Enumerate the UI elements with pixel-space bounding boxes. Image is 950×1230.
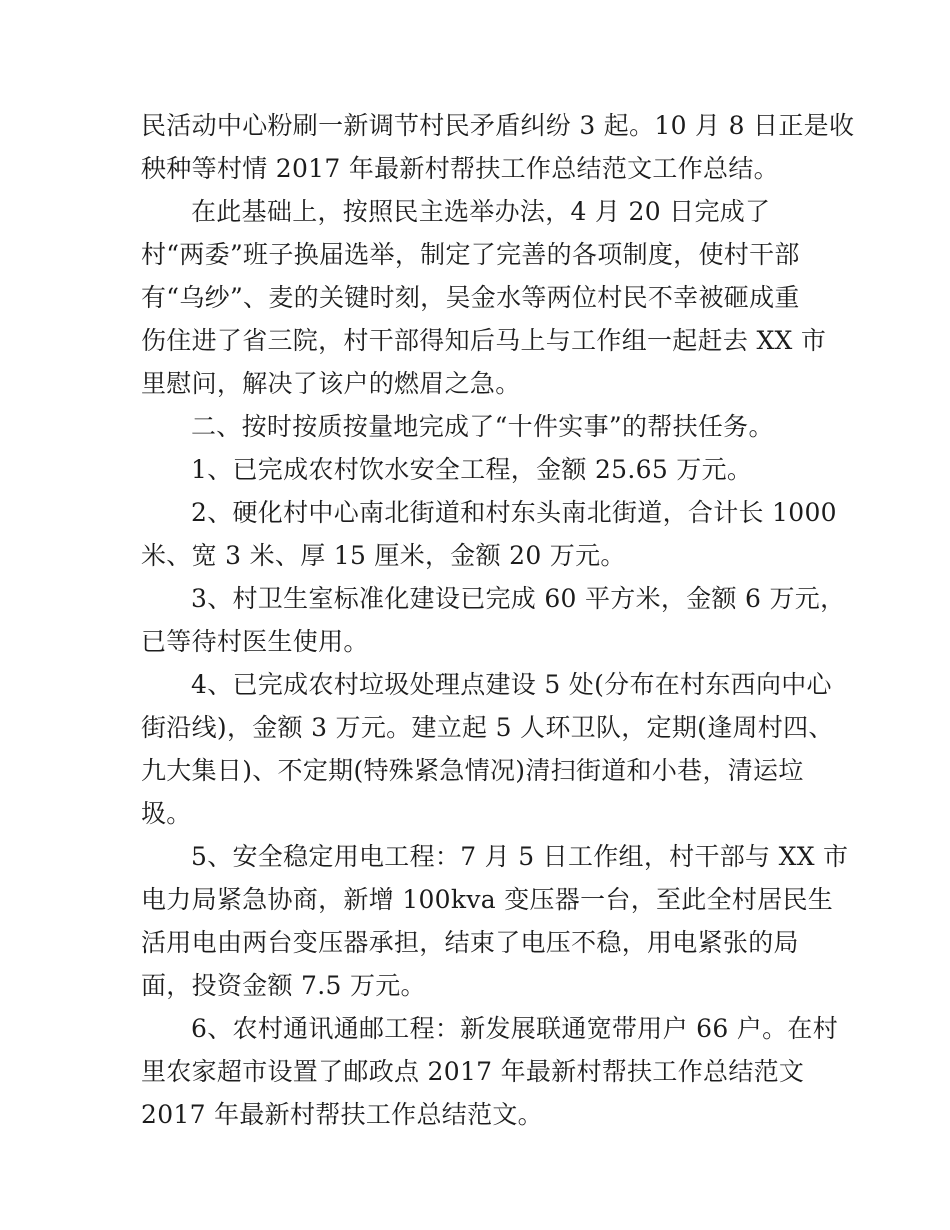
text-line: 二、按时按质按量地完成了“十件实事”的帮扶任务。 xyxy=(191,412,774,441)
text-line: 村“两委”班子换届选举，制定了完善的各项制度，使村干部 xyxy=(141,240,800,269)
text-line: 米、宽 3 米、厚 15 厘米，金额 20 万元。 xyxy=(141,541,626,570)
text-line: 电力局紧急协商，新增 100kva 变压器一台，至此全村居民生 xyxy=(141,885,834,914)
text-line: 4、已完成农村垃圾处理点建设 5 处(分布在村东西向中心 xyxy=(191,670,832,699)
document-body xyxy=(141,104,855,1136)
text-line: 面，投资金额 7.5 万元。 xyxy=(141,971,426,1000)
text-line: 2、硬化村中心南北街道和村东头南北街道，合计长 1000 xyxy=(191,498,837,527)
text-line: 已等待村医生使用。 xyxy=(141,627,369,656)
text-line: 有“乌纱”、麦的关键时刻，吴金水等两位村民不幸被砸成重 xyxy=(141,283,800,312)
text-line: 活用电由两台变压器承担，结束了电压不稳，用电紧张的局 xyxy=(141,928,799,957)
text-line: 6、农村通讯通邮工程：新发展联通宽带用户 66 户。在村 xyxy=(191,1014,839,1043)
text-line: 在此基础上，按照民主选举办法，4 月 20 日完成了 xyxy=(191,197,771,226)
text-line: 2017 年最新村帮扶工作总结范文。 xyxy=(141,1100,543,1129)
text-line: 1、已完成农村饮水安全工程，金额 25.65 万元。 xyxy=(191,455,753,484)
text-line: 里农家超市设置了邮政点 2017 年最新村帮扶工作总结范文 xyxy=(141,1057,805,1086)
text-line: 圾。 xyxy=(141,799,192,828)
text-line: 民活动中心粉刷一新调节村民矛盾纠纷 3 起。10 月 8 日正是收 xyxy=(141,111,855,140)
text-line: 3、村卫生室标准化建设已完成 60 平方米，金额 6 万元， xyxy=(191,584,846,613)
text-line: 伤住进了省三院，村干部得知后马上与工作组一起赶去 XX 市 xyxy=(141,326,827,355)
text-line: 街沿线)，金额 3 万元。建立起 5 人环卫队，定期(逢周村四、 xyxy=(141,713,834,742)
text-line: 秧种等村情 2017 年最新村帮扶工作总结范文工作总结。 xyxy=(141,154,779,183)
text-line: 里慰问，解决了该户的燃眉之急。 xyxy=(141,369,521,398)
text-line: 5、安全稳定用电工程：7 月 5 日工作组，村干部与 XX 市 xyxy=(191,842,849,871)
text-line: 九大集日)、不定期(特殊紧急情况)清扫街道和小巷，清运垃 xyxy=(141,756,804,785)
